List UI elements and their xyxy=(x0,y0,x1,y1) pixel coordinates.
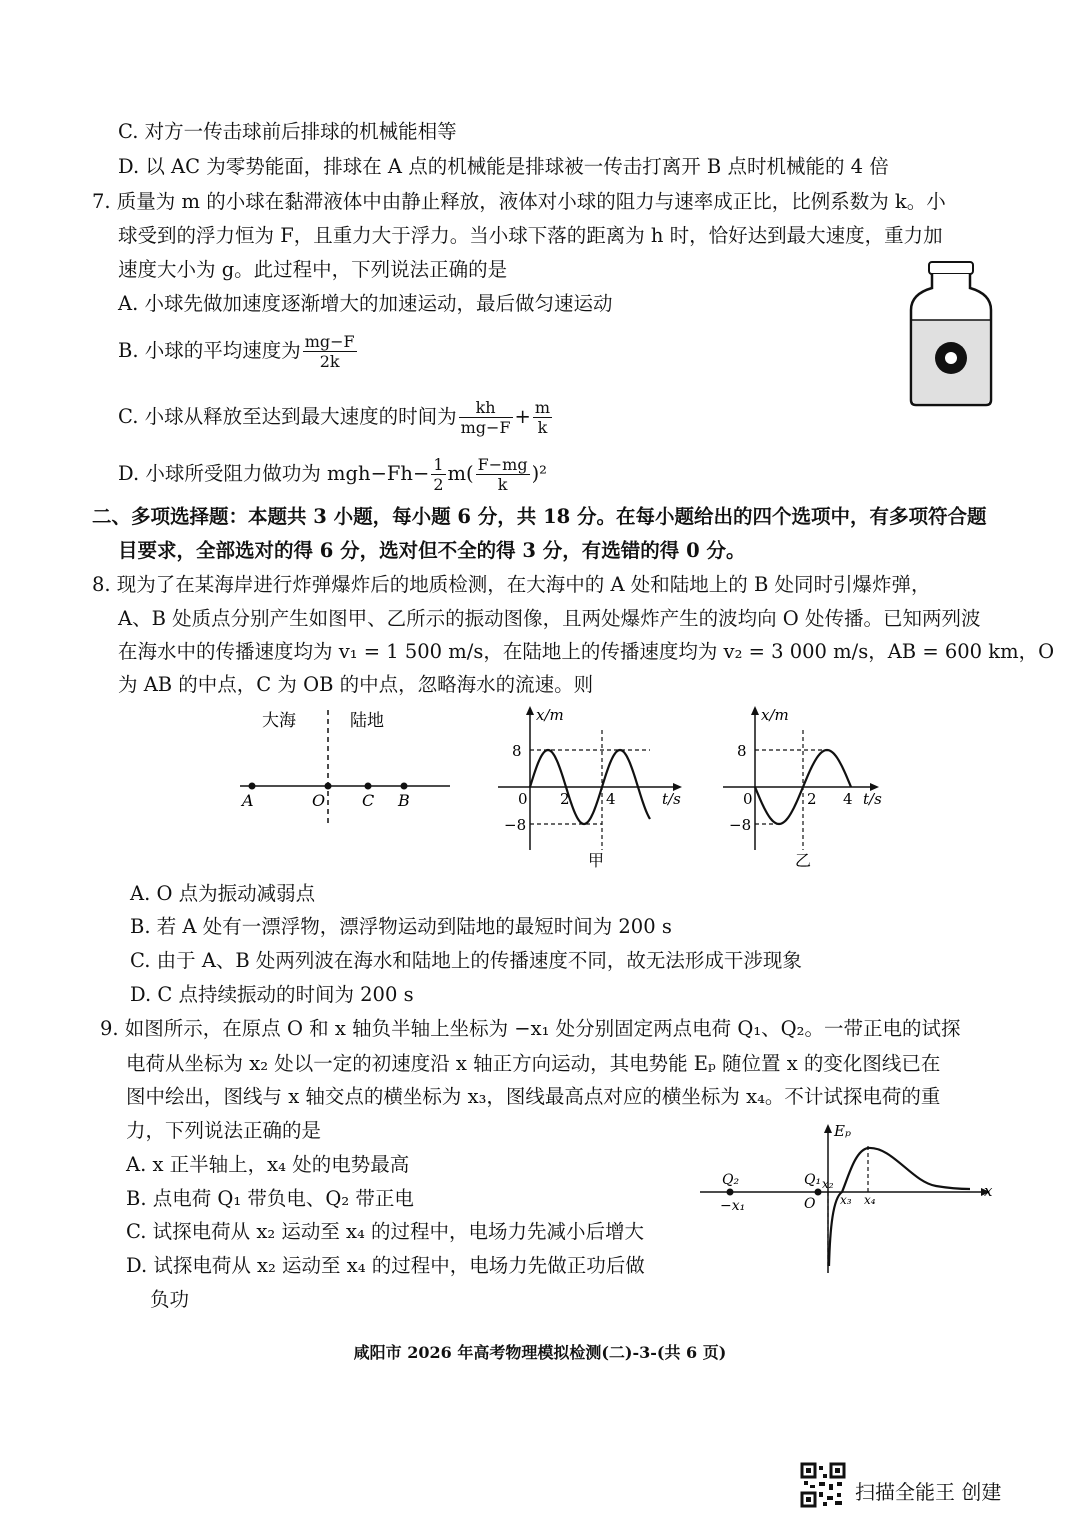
q6-option-d: D. 以 AC 为零势能面，排球在 A 点的机械能是排球被一传击打离开 B 点时机械能的 4 倍 xyxy=(118,155,889,178)
numerator: F−mg xyxy=(477,455,528,474)
section2-heading-line2: 目要求，全部选对的得 6 分，选对但不全的得 3 分，有选错的得 0 分。 xyxy=(118,539,746,562)
y-arrow xyxy=(526,706,534,715)
fraction xyxy=(459,398,513,437)
graph-yi xyxy=(715,700,895,870)
mass-paren: m( xyxy=(447,462,474,485)
y-axis-label: x/m xyxy=(761,706,789,724)
ep-graph xyxy=(700,1118,1000,1278)
q8-option-b: B. 若 A 处有一漂浮物，漂浮物运动到陆地的最短时间为 200 s xyxy=(130,915,672,938)
y-arrow xyxy=(751,706,759,715)
label-b: B xyxy=(398,791,410,810)
fraction xyxy=(431,455,445,494)
q9-option-c: C. 试探电荷从 x₂ 运动至 x₄ 的过程中，电场力先减小后增大 xyxy=(126,1220,645,1243)
sea-label: 大海 xyxy=(262,711,296,731)
fraction xyxy=(303,332,357,371)
q7-option-c-text: C. 小球从释放至达到最大速度的时间为 xyxy=(118,405,457,428)
label-c: C xyxy=(362,791,375,810)
q8-stem-line2: A、B 处质点分别产生如图甲、乙所示的振动图像，且两处爆炸产生的波均向 O 处传播。已知两列波 xyxy=(118,607,981,630)
label-q1: Q₁ xyxy=(804,1172,822,1188)
denominator: k xyxy=(537,418,548,437)
q9-stem-line4: 力，下列说法正确的是 xyxy=(126,1119,322,1142)
tick-8: 8 xyxy=(737,742,747,760)
land-label: 陆地 xyxy=(350,711,384,731)
q8-stem-line3: 在海水中的传播速度均为 v₁ = 1 500 m/s，在陆地上的传播速度均为 v₂ = 3 000 m/s，AB = 600 km，O xyxy=(118,640,1055,663)
sea-land-figure xyxy=(230,700,470,830)
ep-arrow xyxy=(824,1124,832,1133)
q7-option-a: A. 小球先做加速度逐渐增大的加速运动，最后做匀速运动 xyxy=(118,292,613,315)
tick-2: 2 xyxy=(807,790,817,808)
q8-stem-line4: 为 AB 的中点，C 为 OB 的中点，忽略海水的流速。则 xyxy=(118,673,594,696)
graph-jia xyxy=(490,700,690,870)
tick-0: 0 xyxy=(743,790,753,808)
x-axis-label: t/s xyxy=(863,790,882,808)
label-x2: x₂ xyxy=(822,1177,834,1191)
q7-stem-line3: 速度大小为 g。此过程中，下列说法正确的是 xyxy=(118,258,508,281)
tick-4: 4 xyxy=(843,790,853,808)
square-tail: )² xyxy=(531,462,547,485)
q8-stem-line1: 8. 现为了在某海岸进行炸弹爆炸后的地质检测，在大海中的 A 处和陆地上的 B 处同时引爆炸弹， xyxy=(92,573,931,596)
q9-option-b: B. 点电荷 Q₁ 带负电、Q₂ 带正电 xyxy=(126,1187,414,1210)
x-axis-label: t/s xyxy=(662,790,681,808)
q9-option-d-line1: D. 试探电荷从 x₂ 运动至 x₄ 的过程中，电场力先做正功后做 xyxy=(126,1254,645,1277)
y-axis-label: x/m xyxy=(536,706,564,724)
q7-option-d-text: D. 小球所受阻力做功为 mgh−Fh− xyxy=(118,462,430,485)
caption-jia: 甲 xyxy=(588,851,605,870)
fraction xyxy=(533,398,552,437)
section2-heading-line1: 二、多项选择题：本题共 3 小题，每小题 6 分，共 18 分。在每小题给出的四个选项中，有多项符合题 xyxy=(92,505,987,528)
numerator: 1 xyxy=(433,455,444,474)
tick-minus-8: −8 xyxy=(729,816,752,834)
page-footer: 咸阳市 2026 年高考物理模拟检测(二)-3-(共 6 页) xyxy=(353,1343,727,1362)
q9-stem-line1: 9. 如图所示，在原点 O 和 x 轴负半轴上坐标为 −x₁ 处分别固定两点电荷 Q₁、Q₂。一带正电的试探 xyxy=(100,1017,961,1040)
plus-sign: + xyxy=(514,405,531,428)
q8-option-a: A. O 点为振动减弱点 xyxy=(130,882,316,905)
tick-8: 8 xyxy=(512,742,522,760)
point-c xyxy=(365,783,372,790)
denominator: 2 xyxy=(433,475,444,494)
q7-option-b-text: B. 小球的平均速度为 xyxy=(118,339,301,362)
label-o: O xyxy=(804,1196,816,1212)
tick-minus-8: −8 xyxy=(504,816,527,834)
q6-option-c: C. 对方一传击球前后排球的机械能相等 xyxy=(118,120,457,143)
charge-q2 xyxy=(727,1189,734,1196)
numerator: kh xyxy=(459,398,513,418)
x-label: x xyxy=(984,1182,993,1200)
numerator: mg−F xyxy=(304,332,355,351)
tick-2: 2 xyxy=(560,790,570,808)
point-b xyxy=(401,783,408,790)
label-q2: Q₂ xyxy=(722,1172,740,1188)
label-a: A xyxy=(242,791,254,810)
q7-option-c xyxy=(118,398,554,437)
q9-stem-line3: 图中绘出，图线与 x 轴交点的横坐标为 x₃，图线最高点对应的横坐标为 x₄。不计试探电荷的重 xyxy=(126,1085,941,1108)
label-x3: x₃ xyxy=(840,1193,852,1207)
fraction xyxy=(476,455,530,494)
q9-stem-line2: 电荷从坐标为 x₂ 处以一定的初速度沿 x 轴正方向运动，其电势能 Eₚ 随位置 x 的变化图线已在 xyxy=(126,1052,941,1075)
point-o xyxy=(325,783,332,790)
tick-0: 0 xyxy=(518,790,528,808)
q7-option-d xyxy=(118,455,547,494)
label-minus-x1: −x₁ xyxy=(720,1198,746,1214)
q7-stem-line1: 7. 质量为 m 的小球在黏滞液体中由静止释放，液体对小球的阻力与速率成正比，比例系数为 k。小 xyxy=(92,190,946,213)
q7-option-b xyxy=(118,332,359,371)
jar-figure xyxy=(905,258,997,408)
q9-option-a: A. x 正半轴上，x₄ 处的电势最高 xyxy=(126,1153,410,1176)
q9-option-d-line2: 负功 xyxy=(150,1288,190,1311)
numerator: m xyxy=(534,398,551,417)
point-a xyxy=(249,783,256,790)
label-o: O xyxy=(312,791,326,810)
jar-cap xyxy=(929,262,973,274)
q8-option-c: C. 由于 A、B 处两列波在海水和陆地上的传播速度不同，故无法形成干涉现象 xyxy=(130,949,802,972)
scanner-watermark: 扫描全能王 创建 xyxy=(855,1480,1002,1504)
ball-highlight xyxy=(945,352,957,364)
ep-label: Eₚ xyxy=(834,1122,851,1140)
q8-option-d: D. C 点持续振动的时间为 200 s xyxy=(130,983,414,1006)
charge-q1 xyxy=(815,1189,822,1196)
q7-stem-line2: 球受到的浮力恒为 F，且重力大于浮力。当小球下落的距离为 h 时，恰好达到最大速度，重力加 xyxy=(118,224,943,247)
label-x4: x₄ xyxy=(864,1193,876,1207)
denominator: 2k xyxy=(319,352,340,371)
caption-yi: 乙 xyxy=(795,851,812,870)
tick-4: 4 xyxy=(606,790,616,808)
denominator: k xyxy=(497,475,508,494)
qr-code-icon xyxy=(800,1462,846,1508)
denominator: mg−F xyxy=(460,418,511,437)
